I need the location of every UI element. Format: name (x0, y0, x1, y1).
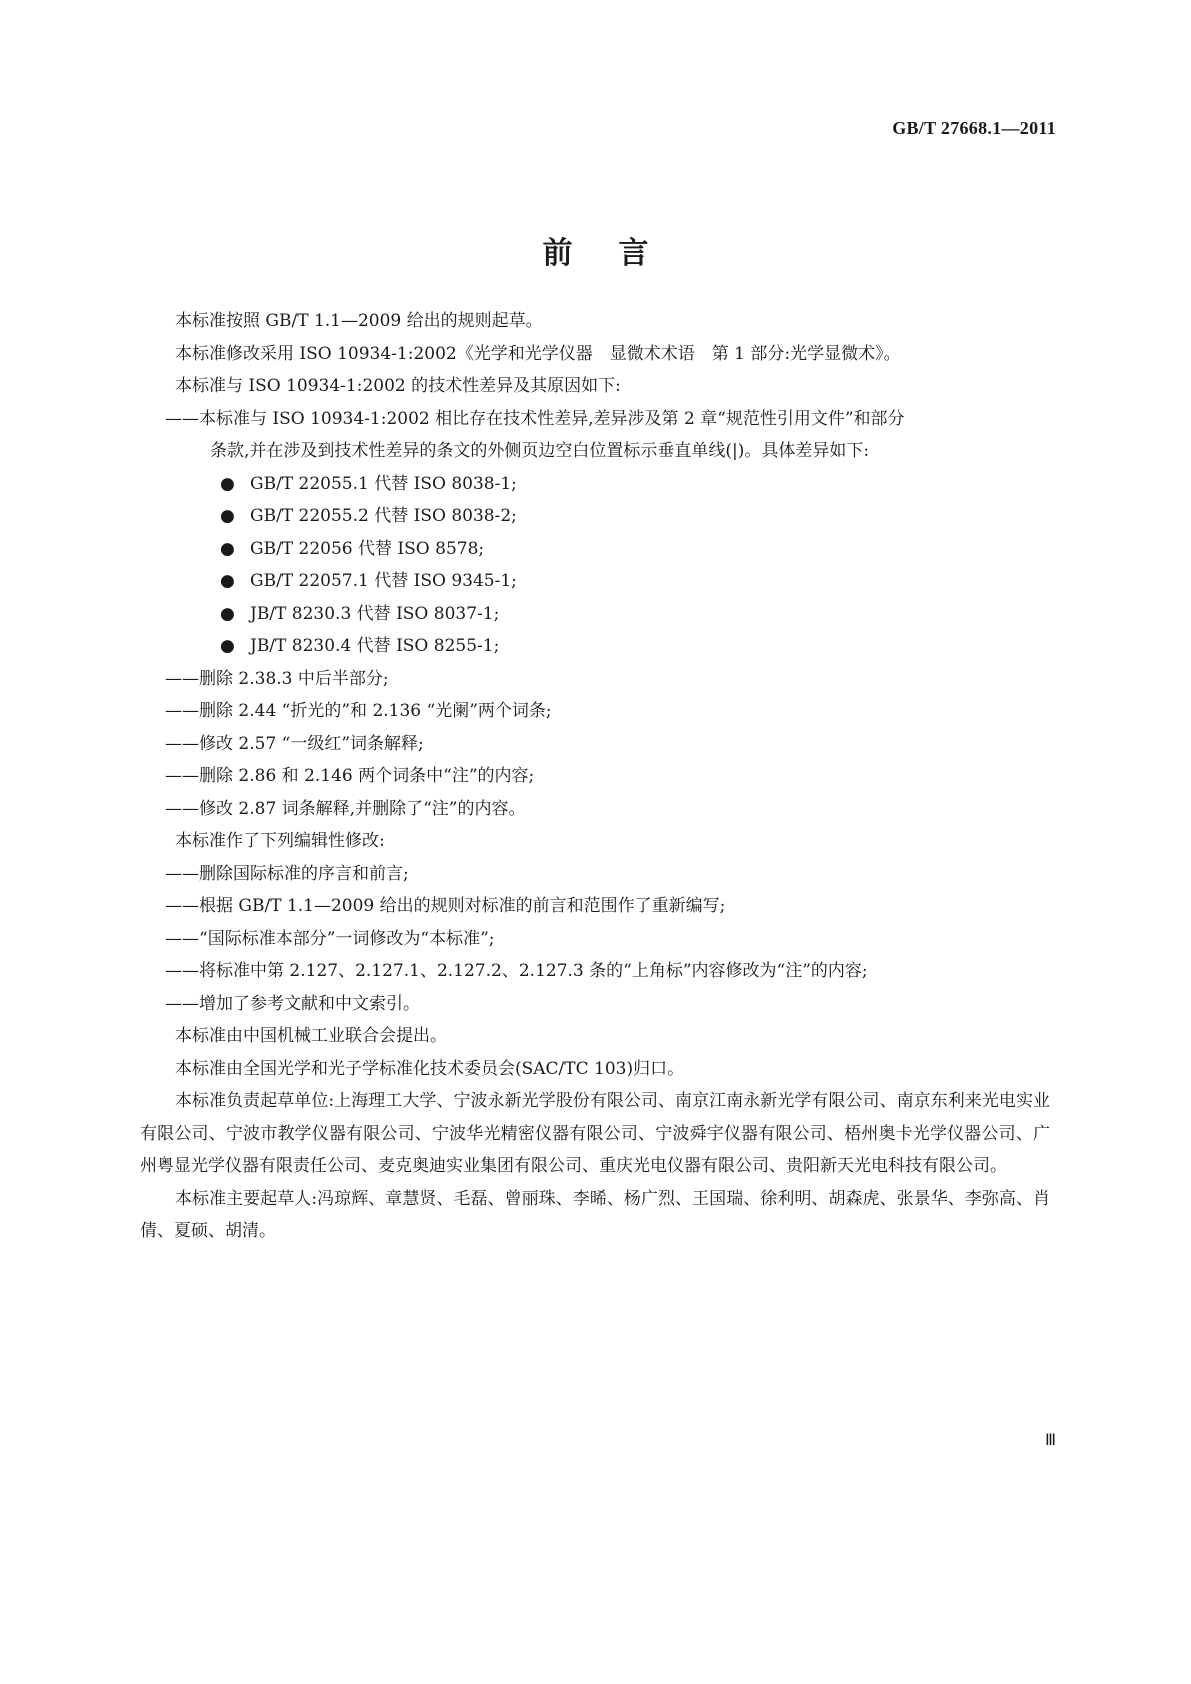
dash-item: ——将标准中第 2.127、2.127.1、2.127.2、2.127.3 条的“上角标”内容修改为“注”的内容; (165, 961, 868, 981)
bullet-item: ● GB/T 22056 代替 ISO 8578; (175, 533, 1055, 566)
bullet-icon: ● (220, 538, 235, 559)
bullet-icon: ● (220, 571, 235, 591)
page-number: Ⅲ (1044, 1432, 1056, 1449)
bullet-item: ● GB/T 22055.2 代替 ISO 8038-2; (175, 500, 1055, 533)
paragraph: 本标准由全国光学和光子学标准化技术委员会(SAC/TC 103)归口。 (175, 1058, 685, 1079)
dash-item: ——删除 2.44 “折光的”和 2.136 “光阑”两个词条; (165, 701, 552, 721)
paragraph-drafting-units: 本标准负责起草单位:上海理工大学、宁波永新光学股份有限公司、南京江南永新光学有限公司、南京东利来光电实业有限公司、宁波市教学仪器有限公司、宁波华光精密仪器有限公司、宁波舜宇仪器有限公司、梧州奥卡光学仪器公司、广州粤显光学仪器有限责任公司、麦克奥迪实业集团有限公司、重庆光电仪器有限公司、贵阳新天光电科技有限公司。 (140, 1091, 1050, 1176)
bullet-item: ● GB/T 22055.1 代替 ISO 8038-1; (175, 468, 1055, 501)
bullet-icon: ● (220, 506, 235, 526)
paragraph: 本标准由中国机械工业联合会提出。 (175, 1026, 447, 1046)
bullet-item: ● JB/T 8230.4 代替 ISO 8255-1; (175, 630, 1055, 663)
bullet-icon: ● (220, 473, 235, 494)
paragraph-drafters: 本标准主要起草人:冯琼辉、章慧贤、毛磊、曾丽珠、李晞、杨广烈、王国瑞、徐利明、胡森虎、张景华、李弥高、肖倩、夏硕、胡清。 (140, 1188, 1050, 1241)
page-title: 前言 (542, 236, 695, 271)
dash-item: ——删除 2.86 和 2.146 两个词条中“注”的内容; (165, 766, 535, 786)
dash-item: ——根据 GB/T 1.1—2009 给出的规则对标准的前言和范围作了重新编写; (165, 896, 726, 916)
standard-number: GB/T 27668.1—2011 (892, 118, 1056, 138)
bullet-item: ● GB/T 22057.1 代替 ISO 9345-1; (175, 565, 1055, 598)
document-body (140, 305, 1055, 1248)
paragraph: 本标准与 ISO 10934-1:2002 的技术性差异及其原因如下: (175, 376, 621, 396)
paragraph: 本标准作了下列编辑性修改: (175, 831, 385, 851)
paragraph: 本标准修改采用 ISO 10934-1:2002《光学和光学仪器 显微术术语 第 1 部分:光学显微术》。 (175, 343, 901, 364)
dash-item: ——修改 2.57 “一级红”词条解释; (165, 733, 424, 754)
dash-item-continuation: 条款,并在涉及到技术性差异的条文的外侧页边空白位置标示垂直单线(|)。具体差异如下: (210, 441, 870, 461)
bullet-icon: ● (220, 603, 235, 624)
dash-item: ——删除 2.38.3 中后半部分; (165, 668, 389, 689)
dash-item: ——删除国际标准的序言和前言; (165, 863, 409, 884)
bullet-item: ● JB/T 8230.3 代替 ISO 8037-1; (175, 598, 1055, 631)
dash-item: ——修改 2.87 词条解释,并删除了“注”的内容。 (165, 798, 526, 819)
dash-item: ——“国际标准本部分”一词修改为“本标准”; (165, 928, 495, 949)
paragraph: 本标准按照 GB/T 1.1—2009 给出的规则起草。 (175, 311, 543, 331)
dash-item: ——增加了参考文献和中文索引。 (165, 993, 420, 1014)
dash-item: ——本标准与 ISO 10934-1:2002 相比存在技术性差异,差异涉及第 2 章“规范性引用文件”和部分 (165, 408, 905, 429)
bullet-icon: ● (220, 636, 235, 656)
